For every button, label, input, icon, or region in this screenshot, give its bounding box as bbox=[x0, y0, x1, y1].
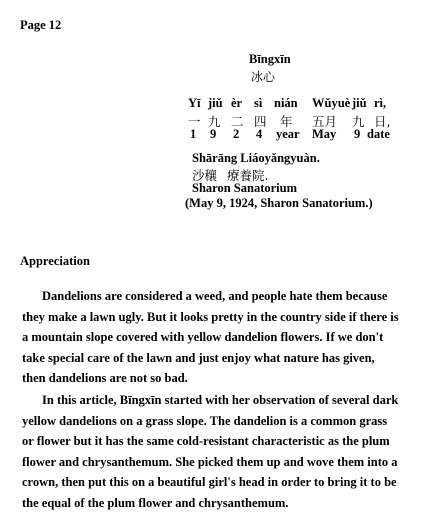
date-chinese-char: 九 bbox=[208, 114, 221, 129]
place-english: Sharon Sanatorium bbox=[192, 181, 298, 195]
date-pinyin-word: sì bbox=[254, 96, 263, 110]
date-english-word: May bbox=[312, 127, 337, 141]
author-chinese: 冰心 bbox=[251, 70, 276, 84]
place-date-note: (May 9, 1924, Sharon Sanatorium.) bbox=[185, 196, 373, 210]
date-chinese-char: 九 bbox=[352, 114, 365, 129]
date-pinyin-word: nián bbox=[274, 96, 298, 110]
date-pinyin-word: èr bbox=[231, 96, 243, 110]
paragraph bbox=[22, 286, 400, 389]
place-chinese: 沙穰 療養院. bbox=[192, 168, 269, 183]
paragraph-text: Dandelions are considered a weed, and people hate them because they make a lawn ugly. But it looks pretty in the country side if there is a mountain slope covered with yellow dandelion flowers. If we don't take special care of the lawn and just enjoy what nature has given, then dandelions are not so bad. bbox=[22, 289, 399, 385]
paragraph bbox=[22, 390, 400, 513]
paragraph-text: In this article, Bīngxīn started with her observation of several dark yellow dandelions on a grass slope. The dandelion is a common grass or flower but it has the same cold-resistant characteristic as the plum flower and chrysanthemum. She picked them up and wove them into a crown, then put this on a beautiful girl's head in order to bring it to be the equal of the plum flower and chrysanthemum. bbox=[22, 393, 399, 510]
date-pinyin-word: jiǔ bbox=[352, 96, 367, 110]
date-english-word: 2 bbox=[233, 127, 240, 141]
date-english-word: 9 bbox=[210, 127, 217, 141]
author-pinyin: Bīngxīn bbox=[249, 52, 291, 66]
place-pinyin: Shārāng Liáoyǎngyuàn. bbox=[192, 151, 320, 165]
date-chinese-char: 五月 bbox=[312, 114, 338, 129]
date-english-word: year bbox=[276, 127, 300, 141]
date-chinese-char: 四 bbox=[254, 114, 267, 129]
date-chinese-char: 年 bbox=[280, 114, 293, 129]
date-pinyin-word: jiǔ bbox=[208, 96, 223, 110]
date-chinese-char: 一 bbox=[188, 114, 201, 129]
date-chinese-char: 二 bbox=[231, 114, 244, 129]
date-english-word: 1 bbox=[190, 127, 197, 141]
page-number: Page 12 bbox=[20, 18, 62, 32]
date-chinese-char: 日, bbox=[374, 114, 391, 129]
date-english-word: 9 bbox=[354, 127, 361, 141]
date-pinyin-word: rì, bbox=[374, 96, 387, 110]
date-pinyin-word: Wǔyuè bbox=[312, 96, 351, 110]
date-pinyin-word: Yī bbox=[188, 96, 201, 110]
date-english-word: 4 bbox=[256, 127, 263, 141]
section-title: Appreciation bbox=[20, 254, 90, 268]
date-english-word: date bbox=[367, 127, 390, 141]
